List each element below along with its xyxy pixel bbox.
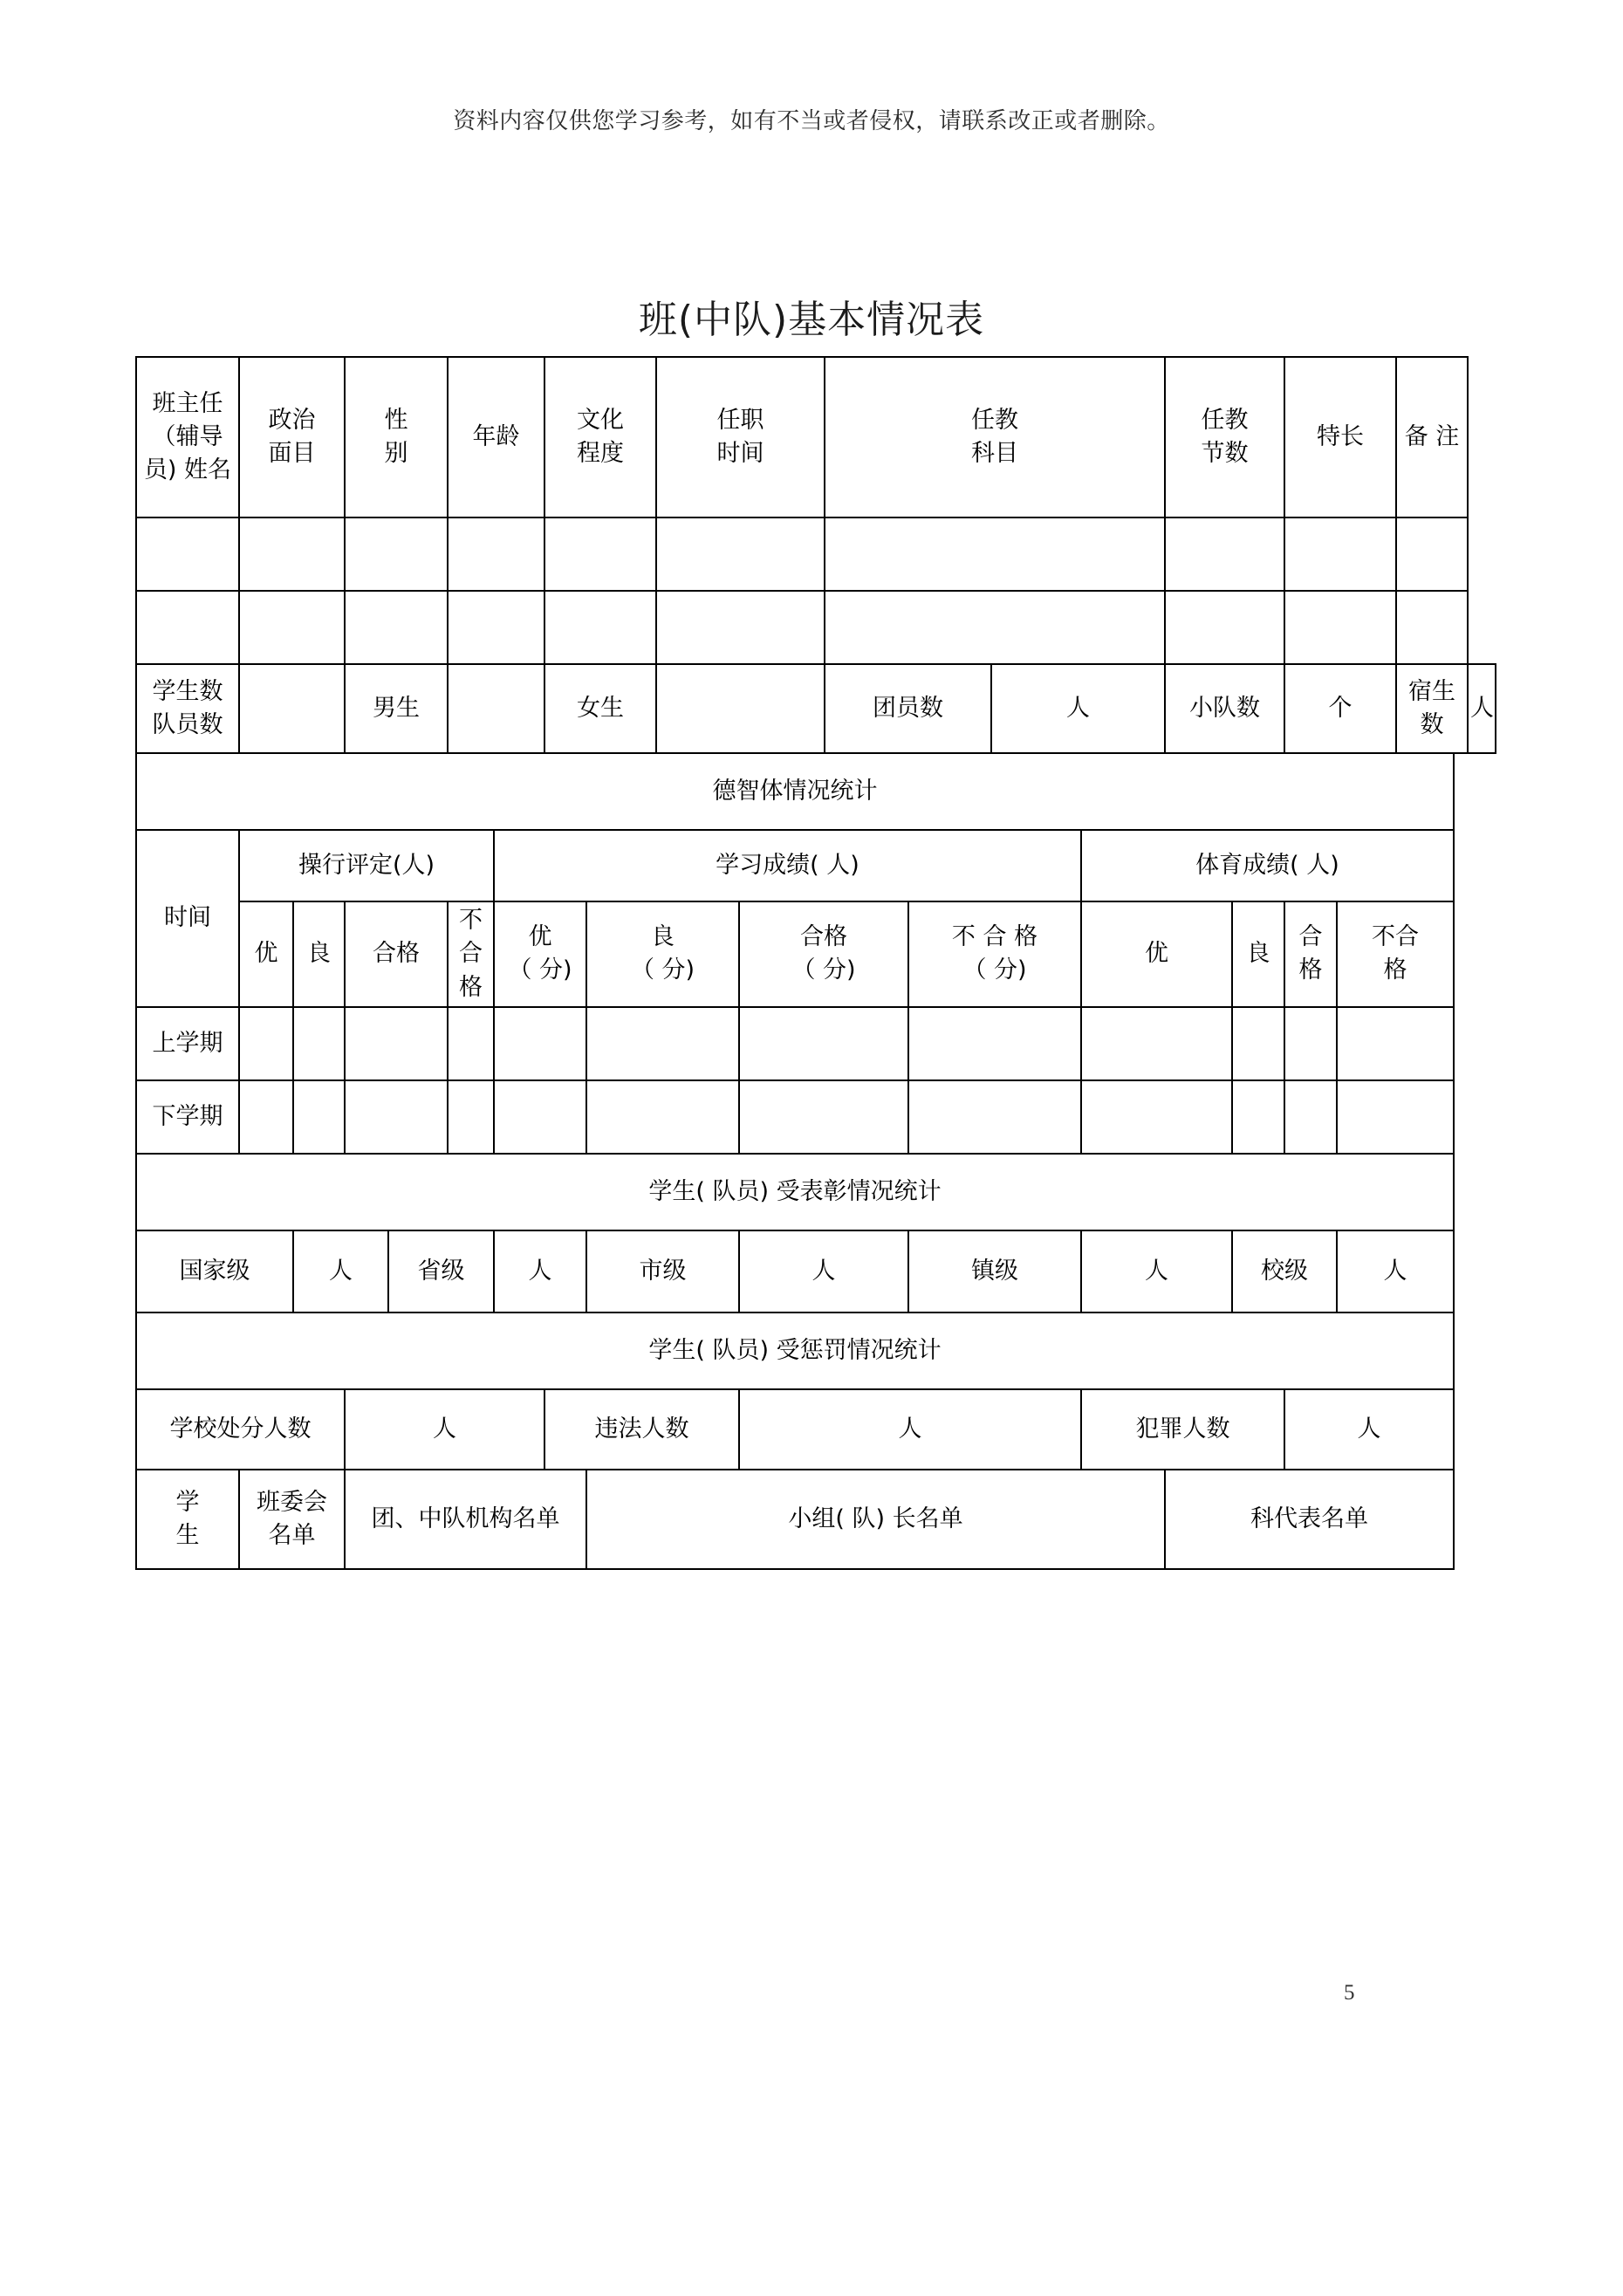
subhead-sports-pass-line2: 格 [1298, 956, 1323, 984]
header-periods-line2: 节数 [1201, 440, 1249, 467]
header-appointment-time [656, 357, 825, 517]
unit-criminal-count: 人 [1284, 1389, 1454, 1470]
subhead-conduct-fail [448, 901, 494, 1007]
cell-s1-conduct-fail[interactable] [448, 1007, 494, 1080]
header-political-line2: 面目 [268, 440, 316, 467]
label-student-count-line1: 学生数 [152, 677, 223, 705]
label-school-discipline: 学校处分人数 [136, 1389, 345, 1470]
unit-award-school: 人 [1337, 1230, 1454, 1312]
group-conduct: 操行评定(人) [239, 830, 494, 901]
header-gender-line1: 性 [384, 406, 408, 434]
cell-s1-sports-good[interactable] [1232, 1007, 1284, 1080]
teacher-entry-row-2 [136, 591, 1496, 664]
header-gender [345, 357, 448, 517]
label-squads: 小队数 [1165, 664, 1284, 753]
header-remark-label: 备 注 [1404, 422, 1460, 450]
cell-s2-conduct-pass[interactable] [345, 1080, 448, 1154]
label-time: 时间 [136, 830, 239, 1007]
header-teacher-name [136, 357, 239, 517]
cell-s1-study-good[interactable] [586, 1007, 739, 1080]
label-male: 男生 [345, 664, 448, 753]
header-appointment-line2: 时间 [716, 440, 764, 467]
subhead-sports-fail [1337, 901, 1454, 1007]
header-gender-line2: 别 [384, 440, 408, 467]
subhead-study-excellent-line2: （ 分) [508, 956, 572, 984]
cell-s1-conduct-pass[interactable] [345, 1007, 448, 1080]
roster-row [136, 1470, 1496, 1569]
label-class-committee-roster [239, 1470, 345, 1569]
cell-s2-study-fail[interactable] [908, 1080, 1081, 1154]
label-class-committee-line1: 班委会 [257, 1488, 327, 1516]
subhead-sports-excellent: 优 [1081, 901, 1232, 1007]
header-teaching-subject [825, 357, 1165, 517]
cell-political-1[interactable] [239, 517, 345, 591]
label-award-town: 镇级 [908, 1230, 1081, 1312]
cell-s1-study-pass[interactable] [739, 1007, 908, 1080]
cell-s2-sports-excellent[interactable] [1081, 1080, 1232, 1154]
label-student-roster-line1: 学 [175, 1488, 200, 1516]
cell-subject-1[interactable] [825, 517, 1165, 591]
cell-s1-conduct-excellent[interactable] [239, 1007, 293, 1080]
header-teaching-periods [1165, 357, 1284, 517]
form-table-container [135, 356, 1496, 1570]
cell-teacher-name-1[interactable] [136, 517, 239, 591]
cell-education-1[interactable] [544, 517, 656, 591]
cell-age-1[interactable] [448, 517, 544, 591]
header-periods-line1: 任教 [1201, 406, 1249, 434]
subhead-conduct-good: 良 [293, 901, 345, 1007]
subhead-study-fail-line2: （ 分) [962, 956, 1027, 984]
semester-row-second [136, 1080, 1496, 1154]
label-student-roster-line2: 生 [175, 1521, 200, 1549]
header-political-status [239, 357, 345, 517]
unit-squads: 个 [1284, 664, 1396, 753]
cell-s1-conduct-good[interactable] [293, 1007, 345, 1080]
dzt-group-header-row [136, 830, 1496, 901]
label-student-count [136, 664, 239, 753]
section-title-awards: 学生( 队员) 受表彰情况统计 [136, 1154, 1454, 1230]
cell-specialty-2[interactable] [1284, 591, 1396, 664]
cell-s1-sports-pass[interactable] [1284, 1007, 1337, 1080]
cell-appointment-2[interactable] [656, 591, 825, 664]
label-criminal-count: 犯罪人数 [1081, 1389, 1284, 1470]
header-specialty: 特长 [1284, 357, 1396, 517]
cell-remark-2[interactable] [1396, 591, 1468, 664]
label-second-semester: 下学期 [136, 1080, 239, 1154]
label-award-city: 市级 [586, 1230, 739, 1312]
unit-award-town: 人 [1081, 1230, 1232, 1312]
label-student-roster [136, 1470, 239, 1569]
cell-gender-2[interactable] [345, 591, 448, 664]
subhead-study-pass-line2: （ 分) [791, 956, 856, 984]
cell-periods-1[interactable] [1165, 517, 1284, 591]
subhead-sports-pass [1284, 901, 1337, 1007]
cell-periods-2[interactable] [1165, 591, 1284, 664]
subhead-conduct-fail-line2: 格 [459, 973, 483, 1001]
subhead-study-excellent-line1: 优 [528, 923, 552, 951]
label-illegal-count: 违法人数 [544, 1389, 739, 1470]
header-teacher-name-line1: 班主任 [152, 389, 223, 417]
label-subject-rep-roster: 科代表名单 [1165, 1470, 1454, 1569]
unit-award-city: 人 [739, 1230, 908, 1312]
cell-male-count[interactable] [448, 664, 544, 753]
group-study: 学习成绩( 人) [494, 830, 1081, 901]
subhead-conduct-fail-line1: 不合 [459, 907, 483, 968]
unit-illegal-count: 人 [739, 1389, 1081, 1470]
semester-row-first [136, 1007, 1496, 1080]
cell-subject-2[interactable] [825, 591, 1165, 664]
header-education-line2: 程度 [577, 440, 624, 467]
cell-teacher-name-2[interactable] [136, 591, 239, 664]
label-student-count-line2: 队员数 [152, 711, 223, 738]
header-education-line1: 文化 [577, 406, 624, 434]
label-league-org-roster: 团、中队机构名单 [345, 1470, 586, 1569]
teacher-header-row [136, 357, 1496, 517]
cell-total-students[interactable] [239, 664, 345, 753]
cell-s2-conduct-excellent[interactable] [239, 1080, 293, 1154]
cell-s1-sports-fail[interactable] [1337, 1007, 1454, 1080]
subhead-study-fail [908, 901, 1081, 1007]
awards-levels-row [136, 1230, 1496, 1312]
subhead-study-pass [739, 901, 908, 1007]
student-counts-row [136, 664, 1496, 753]
label-class-committee-line2: 名单 [268, 1521, 316, 1549]
cell-s1-sports-excellent[interactable] [1081, 1007, 1232, 1080]
unit-school-discipline: 人 [345, 1389, 544, 1470]
cell-appointment-1[interactable] [656, 517, 825, 591]
subhead-study-pass-line1: 合格 [800, 923, 847, 951]
subhead-sports-fail-line1: 不合 [1372, 923, 1419, 951]
cell-specialty-1[interactable] [1284, 517, 1396, 591]
label-award-school: 校级 [1232, 1230, 1337, 1312]
unit-award-provincial: 人 [494, 1230, 586, 1312]
label-group-leader-roster: 小组( 队) 长名单 [586, 1470, 1165, 1569]
header-subject-line1: 任教 [971, 406, 1018, 434]
header-political-line1: 政治 [268, 406, 316, 434]
page-title: 班(中队)基本情况表 [638, 298, 985, 342]
cell-s2-sports-fail[interactable] [1337, 1080, 1454, 1154]
header-remark [1396, 357, 1468, 517]
cell-s2-study-good[interactable] [586, 1080, 739, 1154]
label-award-national: 国家级 [136, 1230, 293, 1312]
subhead-study-excellent [494, 901, 586, 1007]
label-boarders: 宿生数 [1396, 664, 1468, 753]
class-information-form [135, 356, 1496, 1570]
header-age: 年龄 [448, 357, 544, 517]
cell-s2-conduct-good[interactable] [293, 1080, 345, 1154]
page-number: 5 [1344, 1981, 1355, 2005]
subhead-sports-fail-line2: 格 [1383, 956, 1407, 984]
cell-education-2[interactable] [544, 591, 656, 664]
unit-award-national: 人 [293, 1230, 388, 1312]
cell-political-2[interactable] [239, 591, 345, 664]
header-education [544, 357, 656, 517]
cell-gender-1[interactable] [345, 517, 448, 591]
disclaimer-text: 资料内容仅供您学习参考，如有不当或者侵权，请联系改正或者删除。 [453, 108, 1170, 134]
unit-league-members: 人 [991, 664, 1165, 753]
group-sports: 体育成绩( 人) [1081, 830, 1454, 901]
dzt-section-row [136, 753, 1496, 830]
header-appointment-line1: 任职 [716, 406, 764, 434]
label-award-provincial: 省级 [388, 1230, 494, 1312]
cell-s2-study-excellent[interactable] [494, 1080, 586, 1154]
label-league-members: 团员数 [825, 664, 991, 753]
cell-s2-sports-pass[interactable] [1284, 1080, 1337, 1154]
subhead-study-good-line1: 良 [651, 923, 675, 951]
cell-s2-study-pass[interactable] [739, 1080, 908, 1154]
dzt-sub-header-row [136, 901, 1496, 1007]
section-title-punishments: 学生( 队员) 受惩罚情况统计 [136, 1312, 1454, 1389]
punishment-items-row [136, 1389, 1496, 1470]
cell-age-2[interactable] [448, 591, 544, 664]
cell-female-count[interactable] [656, 664, 825, 753]
cell-s2-sports-good[interactable] [1232, 1080, 1284, 1154]
subhead-study-good [586, 901, 739, 1007]
header-teacher-name-line3: 员) 姓名 [143, 456, 232, 484]
teacher-entry-row-1 [136, 517, 1496, 591]
subhead-study-fail-line1: 不 合 格 [951, 923, 1038, 951]
cell-s2-conduct-fail[interactable] [448, 1080, 494, 1154]
section-title-dzt: 德智体情况统计 [136, 753, 1454, 830]
cell-remark-1[interactable] [1396, 517, 1468, 591]
label-female: 女生 [544, 664, 656, 753]
subhead-sports-good: 良 [1232, 901, 1284, 1007]
subhead-conduct-pass: 合格 [345, 901, 448, 1007]
punishment-section-row [136, 1312, 1496, 1389]
awards-section-row [136, 1154, 1496, 1230]
cell-s1-study-excellent[interactable] [494, 1007, 586, 1080]
cell-s1-study-fail[interactable] [908, 1007, 1081, 1080]
header-teacher-name-line2: （辅导 [152, 422, 223, 450]
subhead-sports-pass-line1: 合 [1298, 923, 1323, 951]
header-subject-line2: 科目 [971, 440, 1018, 467]
label-first-semester: 上学期 [136, 1007, 239, 1080]
subhead-study-good-line2: （ 分) [630, 956, 695, 984]
subhead-conduct-excellent: 优 [239, 901, 293, 1007]
unit-boarders: 人 [1468, 664, 1496, 753]
